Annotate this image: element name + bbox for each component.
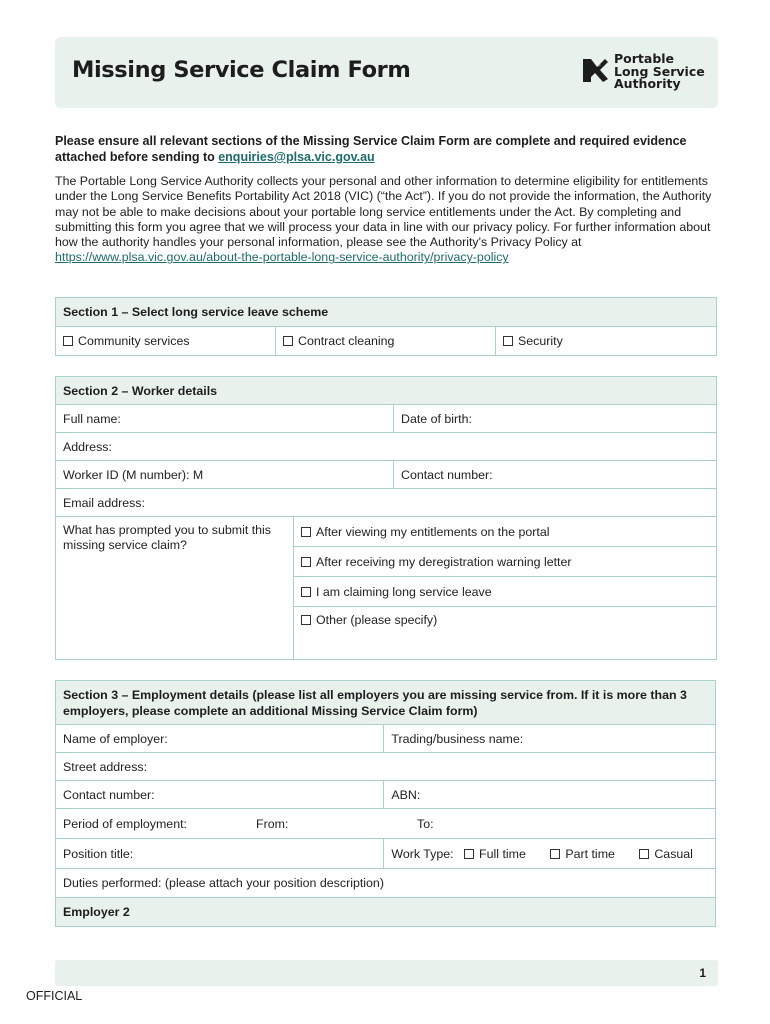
section-3-table (55, 680, 716, 927)
page-header (55, 37, 718, 108)
employer-contact-field[interactable]: Contact number: (56, 781, 384, 809)
checkbox-icon[interactable] (639, 849, 649, 859)
duties-field[interactable]: Duties performed: (please attach your position description) (56, 869, 716, 898)
scheme-option-label: Contract cleaning (298, 334, 395, 348)
checkbox-icon[interactable] (301, 587, 311, 597)
logo-line-3: Authority (614, 76, 681, 91)
claim-reason-question: What has prompted you to submit this missing service claim? (56, 517, 294, 660)
section-2-table (55, 376, 717, 660)
employment-period-field[interactable] (56, 809, 716, 839)
street-address-field[interactable]: Street address: (56, 753, 716, 781)
page-title: Missing Service Claim Form (72, 57, 411, 83)
privacy-notice (55, 174, 717, 266)
scheme-option-community[interactable] (56, 327, 276, 356)
checkbox-icon[interactable] (283, 336, 293, 346)
intro-instructions (55, 133, 715, 165)
work-type-field (384, 839, 716, 869)
work-type-option-label: Casual (654, 846, 693, 861)
classification-label: OFFICIAL (26, 989, 83, 1003)
reason-option-claiming-leave[interactable] (294, 577, 717, 607)
trading-name-field[interactable]: Trading/business name: (384, 725, 716, 753)
period-from-label: From: (256, 816, 289, 831)
work-type-parttime[interactable] (550, 847, 615, 861)
reason-option-portal[interactable] (294, 517, 717, 547)
scheme-option-cleaning[interactable] (276, 327, 496, 356)
checkbox-icon[interactable] (550, 849, 560, 859)
contact-number-field[interactable]: Contact number: (394, 461, 717, 489)
checkbox-icon[interactable] (63, 336, 73, 346)
reason-option-label: After receiving my deregistration warning letter (316, 554, 572, 569)
scheme-option-security[interactable] (496, 327, 717, 356)
address-field[interactable]: Address: (56, 433, 717, 461)
reason-option-label: I am claiming long service leave (316, 584, 492, 599)
period-label: Period of employment: (63, 816, 187, 831)
enquiries-email-link[interactable]: enquiries@plsa.vic.gov.au (218, 150, 375, 164)
work-type-casual[interactable] (639, 847, 693, 861)
section-2-title: Section 2 – Worker details (56, 377, 717, 405)
work-type-label: Work Type: (391, 846, 454, 861)
email-field[interactable]: Email address: (56, 489, 717, 517)
scheme-option-label: Community services (78, 334, 190, 348)
work-type-option-label: Part time (565, 846, 615, 861)
employer-2-heading: Employer 2 (56, 898, 716, 927)
section-3-title: Section 3 – Employment details (please list all employers you are missing service from. If it is more than 3 employers, please complete an additional Missing Service Claim form) (56, 681, 716, 725)
intro-instructions-text: Please ensure all relevant sections of the Missing Service Claim Form are complete and required evidence attached before sending to (55, 134, 687, 164)
worker-id-field[interactable]: Worker ID (M number): M (56, 461, 394, 489)
logo-text (614, 53, 705, 91)
period-to-label: To: (417, 816, 434, 831)
logo-line-1: Portable (614, 51, 675, 66)
logo-line-2: Long Service (614, 63, 705, 79)
checkbox-icon[interactable] (464, 849, 474, 859)
full-name-field[interactable]: Full name: (56, 405, 394, 433)
employer-name-field[interactable]: Name of employer: (56, 725, 384, 753)
plsa-logo-mark-icon (581, 57, 609, 83)
dob-field[interactable]: Date of birth: (394, 405, 717, 433)
reason-option-label: After viewing my entitlements on the portal (316, 524, 550, 539)
checkbox-icon[interactable] (301, 615, 311, 625)
privacy-notice-text: The Portable Long Service Authority collects your personal and other information to determine eligibility for entitlements under the Long Service Benefits Portability Act 2018 (VIC) (“the Act”). If you do not provide the information, the Authority may not be able to make decisions about your portable long service entitlements under the Act. By completing and submitting this form you agree that we will process your data in line with our privacy policy. For further information about how the authority handles your personal information, please see the Authority's Privacy Policy at (55, 174, 712, 250)
privacy-policy-link[interactable]: https://www.plsa.vic.gov.au/about-the-portable-long-service-authority/privacy-policy (55, 250, 509, 265)
checkbox-icon[interactable] (301, 527, 311, 537)
page-footer (55, 960, 718, 986)
checkbox-icon[interactable] (301, 557, 311, 567)
abn-field[interactable]: ABN: (384, 781, 716, 809)
checkbox-icon[interactable] (503, 336, 513, 346)
reason-option-deregistration[interactable] (294, 547, 717, 577)
plsa-logo (581, 53, 711, 91)
section-1-title: Section 1 – Select long service leave scheme (56, 298, 717, 327)
reason-option-label: Other (please specify) (316, 613, 438, 627)
position-title-field[interactable]: Position title: (56, 839, 384, 869)
work-type-option-label: Full time (479, 846, 526, 861)
reason-option-other[interactable] (294, 607, 717, 660)
page-number: 1 (699, 966, 706, 980)
section-1-table (55, 297, 717, 356)
work-type-fulltime[interactable] (464, 847, 526, 861)
scheme-option-label: Security (518, 334, 563, 348)
